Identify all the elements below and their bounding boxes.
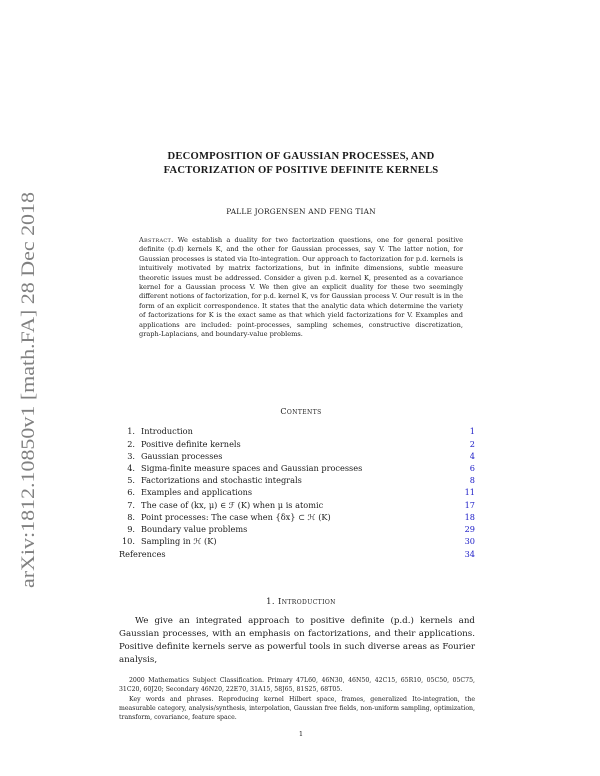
toc-row[interactable] [119, 474, 475, 486]
toc-row[interactable] [119, 511, 475, 523]
toc-number: 7. [127, 499, 135, 510]
toc-number: 2. [127, 438, 135, 449]
title-line-1: DECOMPOSITION OF GAUSSIAN PROCESSES, AND [167, 151, 435, 162]
toc-entry [119, 548, 166, 560]
toc-entry [119, 511, 331, 523]
toc-entry [119, 523, 247, 535]
toc-number: 8. [127, 511, 135, 522]
toc-page-link[interactable]: 11 [464, 487, 475, 498]
toc-number: 9. [127, 524, 135, 535]
toc-entry [119, 499, 323, 511]
toc-page-link[interactable]: 34 [464, 548, 475, 559]
toc-page-link[interactable]: 6 [469, 463, 475, 474]
authors: PALLE JORGENSEN AND FENG TIAN [226, 207, 376, 216]
toc-title[interactable]: Gaussian processes [141, 450, 223, 461]
toc-title[interactable]: The case of (kx, μ) ∈ ℱ (K) when μ is atomic [141, 499, 324, 510]
toc-row[interactable] [119, 486, 475, 498]
toc-title[interactable]: Boundary value problems [141, 524, 248, 535]
footnote-keywords: Key words and phrases. Reproducing kernel Hilbert space, frames, generalized Ito-integration, the measurable category, analysis/synthesis, interpolation, Gaussian free fields, non-uniform sampling, optimization, transform, covariance, feature space. [119, 695, 475, 722]
toc-page-link[interactable]: 1 [469, 426, 475, 437]
paper-title [127, 150, 475, 178]
toc-row[interactable] [119, 450, 475, 462]
introduction-paragraph: We give an integrated approach to positive definite (p.d.) kernels and Gaussian processes, with an emphasis on factorizations, and their applications. Positive definite kernels serve as powerful tools in such diverse areas as Fourier analysis, [119, 615, 475, 665]
toc-row[interactable] [119, 425, 475, 437]
abstract-text: We establish a duality for two factorization questions, one for general positive definite (p.d) kernels K, and the other for Gaussian processes, say V. The latter notion, for Gaussian processes is stated via Ito-integration. Our approach to factorization for p.d. kernels is intuitively motivated by matrix factorizations, but in infinite dimensions, subtle measure theoretic issues must be addressed. Consider a given p.d. kernel K, presented as a covariance kernel for a Gaussian process V. We then give an explicit duality for these two seemingly different notions of factorization, for p.d. kernel K, vs for Gaussian process V. Our result is in the form of an explicit correspondence. It states that the analytic data which determine the variety of factorizations for K is the exact same as that which yield factorizations for V. Examples and applications are included: point-processes, sampling schemes, constructive discretization, graph-Laplacians, and boundary-value problems. [139, 236, 463, 339]
contents-heading: Contents [280, 407, 322, 417]
toc-page-link[interactable]: 4 [469, 450, 475, 461]
table-of-contents [119, 425, 475, 559]
footnotes [119, 676, 475, 723]
page-number: 1 [298, 729, 304, 738]
toc-title[interactable]: References [119, 548, 166, 559]
toc-number: 6. [127, 487, 135, 498]
footnote-msc: 2000 Mathematics Subject Classification. Primary 47L60, 46N30, 46N50, 42C15, 65R10, 05C50, 05C75, 31C20, 60J20; Secondary 46N20, 22E70, 31A15, 58J65, 81S25, 68T05. [119, 676, 475, 694]
toc-entry [119, 450, 222, 462]
toc-number: 1. [127, 426, 135, 437]
toc-title[interactable]: Examples and applications [141, 487, 253, 498]
toc-number: 3. [127, 450, 135, 461]
toc-row[interactable] [119, 523, 475, 535]
toc-entry [119, 462, 362, 474]
toc-page-link[interactable]: 30 [464, 536, 475, 547]
toc-entry [119, 438, 241, 450]
toc-title[interactable]: Sigma-finite measure spaces and Gaussian processes [141, 463, 363, 474]
toc-entry [119, 535, 217, 547]
toc-row[interactable] [119, 438, 475, 450]
toc-row[interactable] [119, 535, 475, 547]
toc-entry [119, 425, 193, 437]
toc-page-link[interactable]: 2 [469, 438, 475, 449]
toc-title[interactable]: Factorizations and stochastic integrals [141, 475, 302, 486]
paper-page [119, 150, 475, 738]
toc-row[interactable] [119, 499, 475, 511]
toc-number: 10. [121, 536, 135, 547]
toc-page-link[interactable]: 18 [464, 511, 475, 522]
abstract-label: Abstract. [139, 236, 174, 244]
abstract [127, 236, 475, 339]
toc-row[interactable] [119, 462, 475, 474]
title-line-2: FACTORIZATION OF POSITIVE DEFINITE KERNELS [163, 165, 439, 176]
arxiv-id-text: arXiv:1812.10850v1 [math.FA] 28 Dec 2018 [19, 254, 39, 588]
toc-page-link[interactable]: 17 [464, 499, 475, 510]
toc-entry [119, 474, 302, 486]
toc-number: 4. [127, 463, 135, 474]
toc-number: 5. [127, 475, 135, 486]
toc-page-link[interactable]: 29 [464, 524, 475, 535]
toc-title[interactable]: Point processes: The case when {δx} ⊂ ℋ (K) [141, 511, 331, 522]
toc-title[interactable]: Sampling in ℋ (K) [141, 536, 217, 547]
arxiv-identifier-stamp [4, 190, 48, 590]
section-heading-introduction: 1. Introduction [266, 595, 336, 606]
toc-title[interactable]: Introduction [141, 426, 193, 437]
toc-row[interactable] [119, 548, 475, 560]
toc-entry [119, 486, 252, 498]
toc-page-link[interactable]: 8 [469, 475, 475, 486]
toc-title[interactable]: Positive definite kernels [141, 438, 241, 449]
